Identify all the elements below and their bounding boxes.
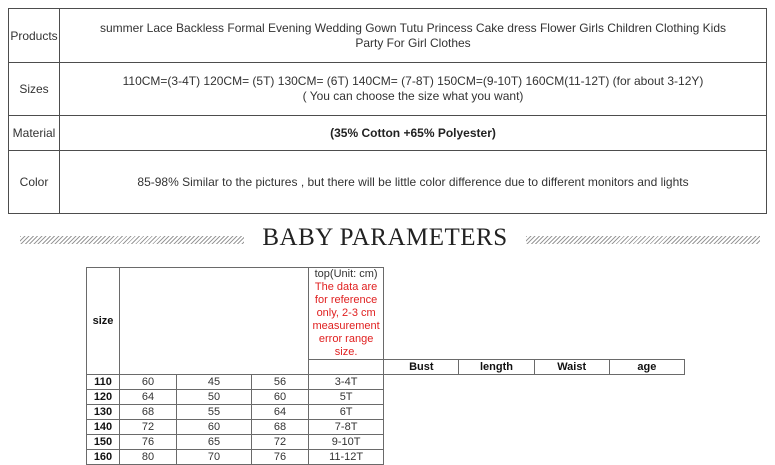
size-header: size [87, 268, 120, 375]
row-age: 3-4T [309, 375, 384, 390]
row-bust: 72 [120, 420, 177, 435]
row-size: 150 [87, 435, 120, 450]
table-row [87, 390, 685, 405]
waist-header: Waist [534, 360, 609, 375]
row-bust: 60 [120, 375, 177, 390]
sizes-row [9, 63, 767, 116]
color-label: Color [9, 151, 60, 214]
row-size: 110 [87, 375, 120, 390]
row-age: 5T [309, 390, 384, 405]
row-length: 50 [177, 390, 252, 405]
products-label: Products [9, 9, 60, 63]
top-header-cell [309, 268, 384, 360]
sizes-value [60, 63, 767, 116]
table-row [87, 405, 685, 420]
sizes-label: Sizes [9, 63, 60, 116]
heading-title: BABY PARAMETERS [262, 224, 508, 251]
measurement-note: The data are for reference only, 2-3 cm measurement error range size. [312, 281, 380, 358]
sizes-value-line2: ( You can choose the size what you want) [302, 89, 524, 103]
row-length: 65 [177, 435, 252, 450]
row-waist: 64 [252, 405, 309, 420]
row-age: 6T [309, 405, 384, 420]
table-row [87, 420, 685, 435]
row-age: 9-10T [309, 435, 384, 450]
row-waist: 56 [252, 375, 309, 390]
row-size: 140 [87, 420, 120, 435]
bust-header: Bust [384, 360, 459, 375]
products-value-line1: summer Lace Backless Formal Evening Wedding Gown Tutu Princess Cake dress Flower Girls Children Clothing Kids [99, 20, 727, 35]
row-length: 70 [177, 450, 252, 465]
color-row [9, 151, 767, 214]
param-header-row-1 [87, 268, 685, 360]
top-header: top(Unit: cm) [314, 268, 378, 280]
length-header: length [459, 360, 534, 375]
row-waist: 60 [252, 390, 309, 405]
row-length: 55 [177, 405, 252, 420]
row-waist: 76 [252, 450, 309, 465]
row-length: 60 [177, 420, 252, 435]
products-row [9, 9, 767, 63]
products-value [60, 9, 767, 63]
row-waist: 72 [252, 435, 309, 450]
row-bust: 68 [120, 405, 177, 420]
heading-divider-right [526, 236, 760, 244]
row-waist: 68 [252, 420, 309, 435]
row-length: 45 [177, 375, 252, 390]
table-row [87, 450, 685, 465]
row-bust: 64 [120, 390, 177, 405]
row-size: 130 [87, 405, 120, 420]
size-col-blank [309, 360, 384, 375]
section-heading [0, 222, 775, 262]
row-bust: 80 [120, 450, 177, 465]
row-age: 7-8T [309, 420, 384, 435]
material-value: (35% Cotton +65% Polyester) [60, 116, 767, 151]
heading-divider-left [20, 236, 244, 244]
material-row [9, 116, 767, 151]
table-row [87, 435, 685, 450]
row-size: 160 [87, 450, 120, 465]
color-value: 85-98% Similar to the pictures , but there will be little color difference due to different monitors and lights [60, 151, 767, 214]
material-label: Material [9, 116, 60, 151]
products-value-line2: Party For Girl Clothes [355, 35, 471, 50]
product-info-table [8, 8, 767, 214]
row-size: 120 [87, 390, 120, 405]
row-bust: 76 [120, 435, 177, 450]
table-row [87, 375, 685, 390]
row-age: 11-12T [309, 450, 384, 465]
age-header: age [609, 360, 684, 375]
size-parameter-table [86, 267, 685, 465]
sizes-value-line1: 110CM=(3-4T) 120CM= (5T) 130CM= (6T) 140CM= (7-8T) 150CM=(9-10T) 160CM(11-12T) (for about 3-12Y) [122, 74, 704, 88]
blank-header-cell [120, 268, 309, 375]
